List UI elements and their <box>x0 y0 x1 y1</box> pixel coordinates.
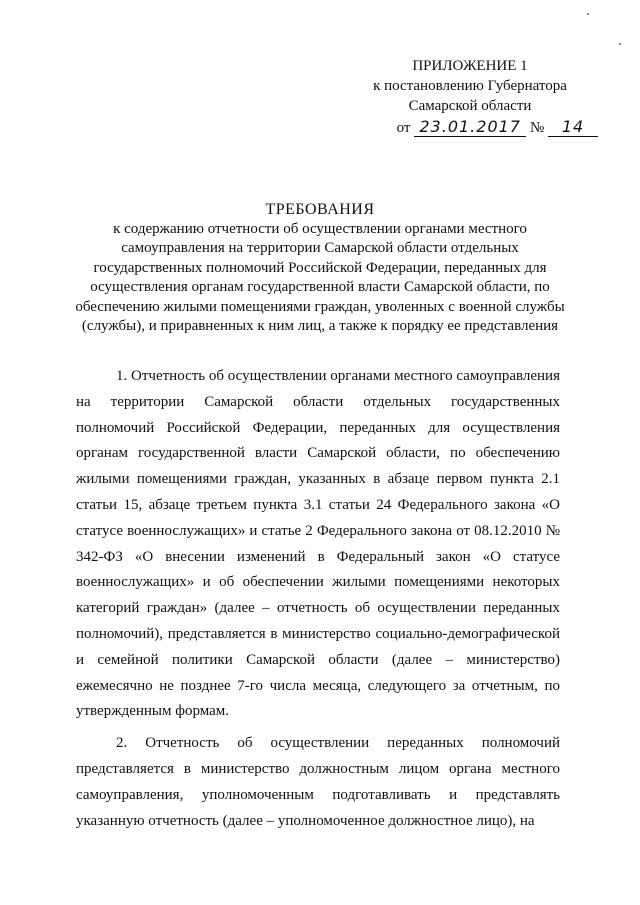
handwritten-number: 14 <box>548 118 598 137</box>
number-label: № <box>529 120 545 136</box>
appendix-decree-line: к постановлению Губернатора <box>373 78 567 94</box>
appendix-date-line <box>330 118 610 138</box>
appendix-region-line: Самарской области <box>408 98 532 114</box>
paragraph-1: 1. Отчетность об осуществлении органами местного самоуправления на территории Самарской области отдельных государственных полномочий Российской Федерации, переданных для осуществления органам государственной власти Самарской области, по обеспечению жилыми помещениями граждан, указанных в абзаце первом пункта 2.1 статьи 15, абзаце третьем пункта 3.1 статьи 24 Федерального закона «О статусе военнослужащих» и статье 2 Федерального закона от 08.12.2010 № 342-ФЗ «О внесении изменений в Федеральный закон «О статусе военнослужащих» и об обеспечении жилыми помещениями некоторых категорий граждан» (далее – отчетность об осуществлении переданных полномочий), представляется в министерство социально-демографической и семейной политики Самарской области (далее – министерство) ежемесячно не позднее 7-го числа месяца, следующего за отчетным, по утвержденным формам. <box>76 368 560 720</box>
appendix-label: ПРИЛОЖЕНИЕ 1 <box>412 58 528 74</box>
paragraph-2: 2. Отчетность об осуществлении переданных полномочий представляется в министерство должностным лицом органа местного самоуправления, уполномоченным подготавливать и представлять указанную отчетность (далее – уполномоченное должностное лицо), на <box>76 735 560 829</box>
scan-speck <box>619 43 621 45</box>
appendix-header <box>330 56 610 138</box>
date-from-label: от <box>396 120 411 136</box>
scan-speck <box>587 13 589 15</box>
handwritten-date: 23.01.2017 <box>414 118 526 137</box>
title-heading: ТРЕБОВАНИЯ <box>265 201 375 218</box>
document-title <box>72 200 568 337</box>
document-body <box>76 364 560 834</box>
title-text: к содержанию отчетности об осуществлении органами местного самоуправления на территории Самарской области отдельных государственных полномочий Российской Федерации, переданных для осуществления органам государственной власти Самарской области, по обеспечению жилыми помещениями граждан, уволенных с военной службы (службы), и приравненных к ним лиц, а также к порядку ее представления <box>75 220 565 334</box>
